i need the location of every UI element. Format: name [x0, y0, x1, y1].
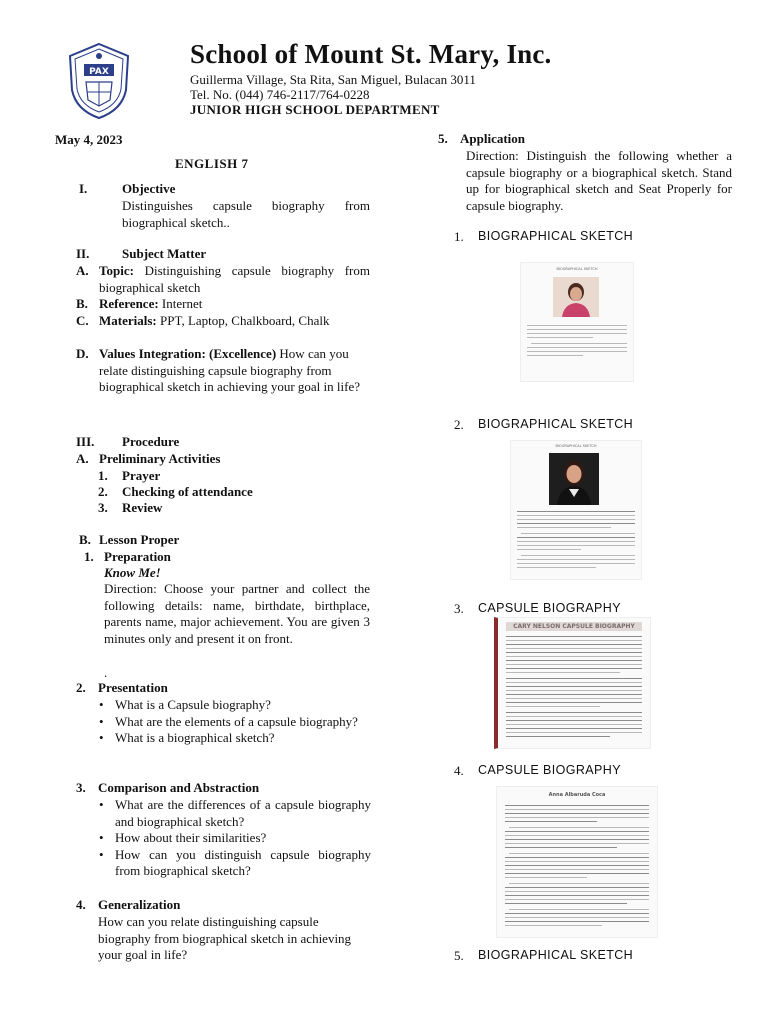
generalization-heading: Generalization [98, 897, 181, 912]
lesson-proper-letter: B. [79, 532, 91, 547]
procedure-number: III. [76, 434, 95, 449]
logo-text: PAX [89, 67, 109, 77]
lesson-date: May 4, 2023 [55, 132, 123, 147]
materials-line [99, 313, 329, 330]
application-number: 5. [438, 131, 448, 146]
bullet-icon: • [99, 697, 104, 712]
reference-text: Internet [161, 296, 203, 311]
know-me-title: Know Me! [104, 565, 161, 580]
school-telephone: Tel. No. (044) 746-2117/764-0228 [190, 87, 370, 102]
list-item [89, 697, 371, 714]
subject-matter-number: II. [76, 246, 90, 261]
objective-text: Distinguishes capsule biography from biographical sketch.. [122, 198, 370, 230]
bullet-icon: • [99, 830, 104, 845]
thumbnail-title: BIOGRAPHICAL SKETCH [556, 267, 598, 271]
list-item [89, 714, 371, 731]
biographical-sketch-thumbnail [510, 440, 642, 580]
thumbnail-title: CARY NELSON CAPSULE BIOGRAPHY [513, 623, 635, 630]
application-item-label: CAPSULE BIOGRAPHY [478, 763, 621, 777]
thumbnail-title: BIOGRAPHICAL SKETCH [555, 444, 597, 448]
application-item-number: 2. [454, 417, 464, 432]
application-item-number: 1. [454, 229, 464, 244]
application-item-label: BIOGRAPHICAL SKETCH [478, 229, 634, 243]
comparison-heading: Comparison and Abstraction [98, 780, 260, 795]
bullet-icon: • [99, 797, 104, 812]
materials-text: PPT, Laptop, Chalkboard, Chalk [160, 313, 330, 328]
application-item-label: BIOGRAPHICAL SKETCH [478, 417, 634, 431]
topic-line [99, 263, 370, 296]
bullet-icon: • [99, 730, 104, 745]
subject-matter-heading: Subject Matter [122, 246, 207, 261]
school-name: School of Mount St. Mary, Inc. [190, 39, 552, 69]
application-item-label: BIOGRAPHICAL SKETCH [478, 948, 634, 962]
capsule-biography-thumbnail [494, 617, 651, 749]
capsule-biography-thumbnail [496, 786, 658, 938]
portrait-photo [549, 453, 599, 505]
application-item-label: CAPSULE BIOGRAPHY [478, 601, 621, 615]
list-item-text: How can you distinguish capsule biography from biographical sketch? [115, 846, 371, 878]
list-item [89, 830, 371, 847]
prelim-item-label: Review [122, 500, 163, 515]
generalization-text: How can you relate distinguishing capsule biography from biographical sketch in achieving your goal in life? [98, 914, 352, 962]
materials-label: Materials: [99, 313, 157, 328]
list-item-text: What are the elements of a capsule biography? [115, 713, 358, 729]
list-item-text: What are the differences of a capsule biography and biographical sketch? [115, 797, 371, 829]
application-direction: Direction: Distinguish the following whether a capsule biography or a biographical sketch. Stand up for biographical sketch and Seat Properly for capsule biography. [466, 148, 732, 213]
list-item-text: What is a biographical sketch? [115, 730, 275, 745]
subject-title: ENGLISH 7 [175, 156, 249, 171]
topic-text: Distinguishing capsule biography from biographical sketch [99, 263, 370, 295]
comparison-list [89, 797, 371, 880]
values-line [99, 346, 371, 396]
list-item-text: What is a Capsule biography? [115, 697, 271, 712]
objective-number: I. [79, 181, 88, 196]
values-label: Values Integration: (Excellence) [99, 346, 277, 361]
preliminary-heading: Preliminary Activities [99, 451, 221, 466]
biographical-sketch-thumbnail [520, 262, 634, 382]
presentation-list [89, 697, 371, 747]
prelim-item-label: Checking of attendance [122, 484, 253, 499]
list-item [89, 730, 371, 747]
presentation-heading: Presentation [98, 680, 168, 695]
generalization-number: 4. [76, 897, 86, 912]
reference-line [99, 296, 202, 313]
thumbnail-title: Anna Albaruda Coca [548, 792, 606, 798]
department-name: JUNIOR HIGH SCHOOL DEPARTMENT [190, 102, 440, 117]
list-item-text: How about their similarities? [115, 830, 267, 845]
preparation-number: 1. [84, 549, 94, 564]
application-item-number: 3. [454, 601, 464, 616]
topic-label: Topic: [99, 263, 134, 278]
school-logo [66, 42, 132, 120]
portrait-photo [553, 277, 599, 317]
topic-letter: A. [76, 263, 89, 278]
application-heading: Application [460, 131, 526, 146]
list-item [89, 797, 371, 830]
application-item-number: 5. [454, 948, 464, 963]
list-item [89, 847, 371, 880]
preparation-heading: Preparation [104, 549, 171, 564]
bullet-icon: • [99, 846, 104, 862]
values-text: How can you relate distinguishing capsule biography from biographical sketch in achieving your goal in life? [99, 346, 360, 394]
school-address: Guillerma Village, Sta Rita, San Miguel, Bulacan 3011 [190, 72, 476, 87]
prelim-item-label: Prayer [122, 468, 161, 483]
procedure-heading: Procedure [122, 434, 180, 449]
preliminary-letter: A. [76, 451, 89, 466]
prelim-item-number: 2. [98, 484, 108, 499]
prelim-item-number: 3. [98, 500, 108, 515]
stray-dot: . [104, 665, 108, 680]
preparation-direction: Direction: Choose your partner and collect the following details: name, birthdate, birthplace, parents name, major achievement. You are given 3 minutes only and present it on front. [104, 581, 370, 646]
presentation-number: 2. [76, 680, 86, 695]
objective-heading: Objective [122, 181, 176, 196]
reference-letter: B. [76, 296, 88, 311]
reference-label: Reference: [99, 296, 159, 311]
materials-letter: C. [76, 313, 89, 328]
comparison-number: 3. [76, 780, 86, 795]
bullet-icon: • [99, 713, 104, 729]
values-letter: D. [76, 346, 89, 361]
application-item-number: 4. [454, 763, 464, 778]
prelim-item-number: 1. [98, 468, 108, 483]
lesson-proper-heading: Lesson Proper [99, 532, 180, 547]
